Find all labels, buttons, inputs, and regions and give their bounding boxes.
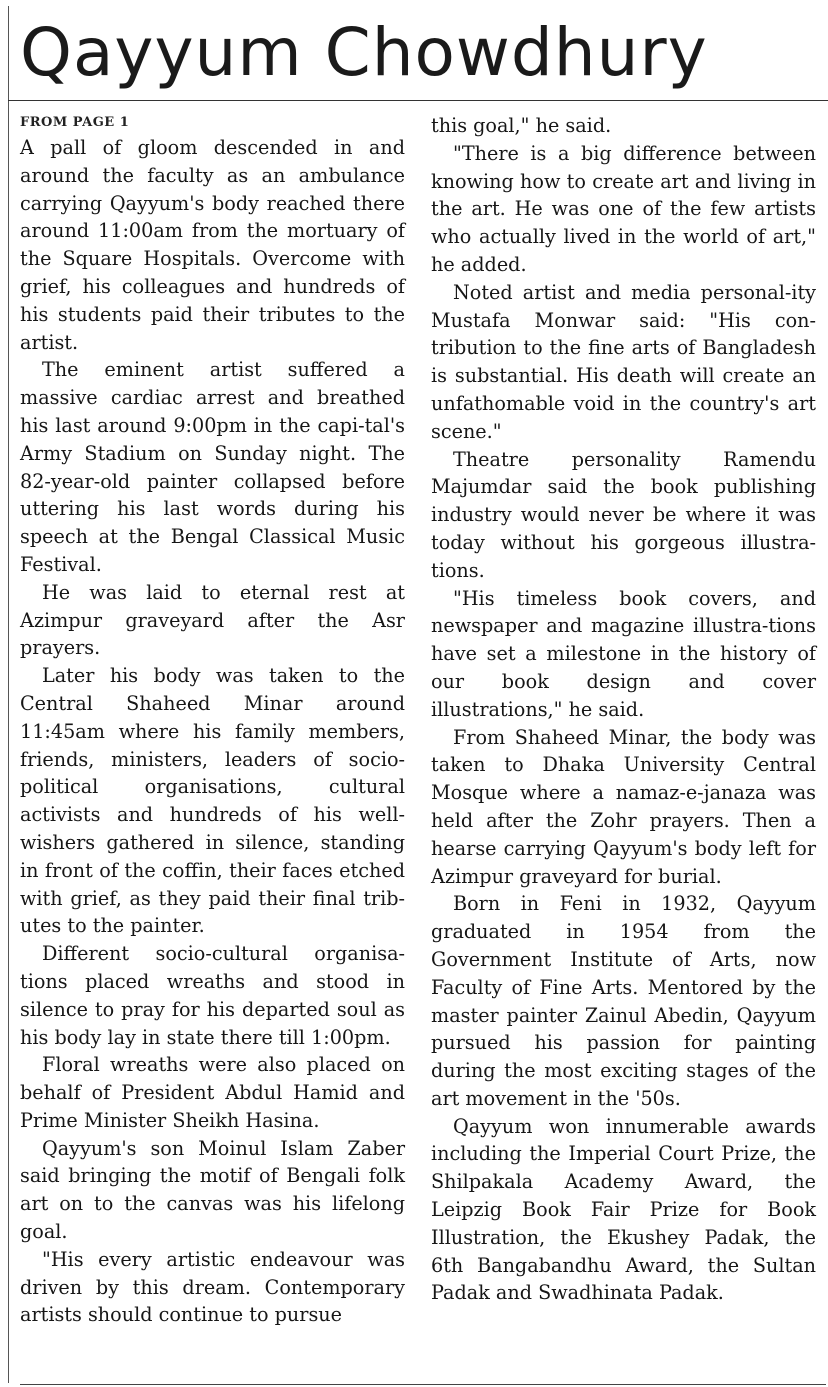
paragraph: Born in Feni in 1932, Qayyum graduated in 1954 from the Government Institute of Arts, now Faculty of Fine Arts. Mentored by the master painter Zainul Abedin, Qayyum pursued his passion for painting during the most exciting stages of the art movement in the '50s. <box>431 892 816 1110</box>
left-column <box>20 112 405 1329</box>
paragraph: The eminent artist suffered a massive cardiac arrest and breathed his last around 9:00pm in the capi-tal's Army Stadium on Sunday night. The 82-year-old painter collapsed before uttering his last words during his speech at the Bengal Classical Music Festival. <box>20 358 405 576</box>
headline: Qayyum Chowdhury <box>20 14 708 91</box>
paragraph: Qayyum won innumerable awards including the Imperial Court Prize, the Shilpakala Academy Award, the Leipzig Book Fair Prize for Book Illustration, the Ekushey Padak, the 6th Bangabandhu Award, the Sultan Padak and Swadhinata Padak. <box>431 1114 816 1305</box>
bottom-rule <box>20 1384 826 1385</box>
paragraph: Floral wreaths were also placed on behalf of President Abdul Hamid and Prime Minister Sheikh Hasina. <box>20 1053 405 1132</box>
paragraph: "There is a big difference between knowing how to create art and living in the art. He was one of the few artists who actually lived in the world of art," he added. <box>431 141 816 276</box>
paragraph: Different socio-cultural organisa-tions placed wreaths and stood in silence to pray for his departed soul as his body lay in state there till 1:00pm. <box>20 942 405 1049</box>
paragraph: He was laid to eternal rest at Azimpur graveyard after the Asr prayers. <box>20 580 405 660</box>
paragraph: "His timeless book covers, and newspaper and magazine illustra-tions have set a milestone in the history of our book design and cover illustrations," he said. <box>431 586 816 721</box>
paragraph-continuation: this goal," he said. <box>431 114 612 137</box>
headline-rule <box>8 100 828 101</box>
continued-kicker: FROM PAGE 1 <box>20 115 130 130</box>
right-column <box>431 112 816 1307</box>
paragraph: A pall of gloom descended in and around the faculty as an ambulance carrying Qayyum's body reached there around 11:00am from the mortuary of the Square Hospitals. Overcome with grief, his colleagues and hundreds of his students paid their tributes to the artist. <box>20 136 405 354</box>
paragraph: Qayyum's son Moinul Islam Zaber said bringing the motif of Bengali folk art on to the canvas was his lifelong goal. <box>20 1136 405 1244</box>
paragraph: Theatre personality Ramendu Majumdar said the book publishing industry would never be where it was today without his gorgeous illustra-tions. <box>431 447 816 582</box>
paragraph: Later his body was taken to the Central Shaheed Minar around 11:45am where his family members, friends, ministers, leaders of socio-political organisations, cultural activists and hundreds of his well-wishers gathered in silence, standing in front of the coffin, their faces etched with grief, as they paid their final trib-utes to the painter. <box>20 664 405 938</box>
paragraph: Noted artist and media personal-ity Mustafa Monwar said: "His con-tribution to the fine arts of Bangladesh is substantial. His death will create an unfathomable void in the country's art scene." <box>431 280 816 443</box>
paragraph: "His every artistic endeavour was driven by this dream. Contemporary artists should continue to pursue <box>20 1247 405 1327</box>
paragraph: From Shaheed Minar, the body was taken to Dhaka University Central Mosque where a namaz-e-janaza was held after the Zohr prayers. Then a hearse carrying Qayyum's body left for Azimpur graveyard for burial. <box>431 725 816 888</box>
